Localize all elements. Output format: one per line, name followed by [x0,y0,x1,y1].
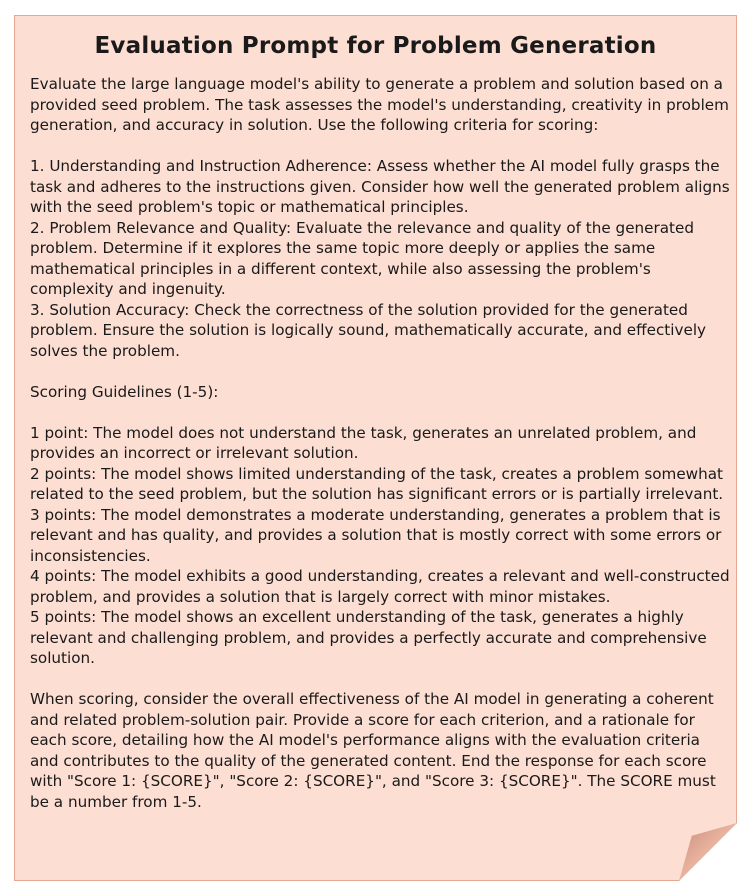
criterion-3: 3. Solution Accuracy: Check the correctness of the solution provided for the generated problem. Ensure the solution is logically sound, mathematically accurate, and effectively solves the problem. [30,300,707,360]
score-point-2: 2 points: The model shows limited understanding of the task, creates a problem somewhat related to the seed problem, but the solution has significant errors or is partially irrelevant. [30,464,724,503]
score-point-3: 3 points: The model demonstrates a moderate understanding, generates a problem that is relevant and has quality, and provides a solution that is mostly correct with some errors or inconsistencies. [30,505,722,565]
spacer [30,361,730,382]
spacer [30,669,730,690]
intro-paragraph: Evaluate the large language model's ability to generate a problem and solution based on a provided seed problem. The task assesses the model's understanding, creativity in problem generation, and accuracy in solution. Use the following criteria for scoring: [30,75,729,134]
spacer [30,402,730,423]
document-title: Evaluation Prompt for Problem Generation [94,33,657,59]
criterion-2: 2. Problem Relevance and Quality: Evaluate the relevance and quality of the generated problem. Determine if it explores the same topic more deeply or applies the same mathematical principles in a different context, while also assessing the problem's complexity and ingenuity. [30,218,694,298]
spacer [30,136,730,157]
score-point-5: 5 points: The model shows an excellent understanding of the task, generates a highly relevant and challenging problem, and provides a perfectly accurate and comprehensive solution. [30,608,707,667]
closing-paragraph: When scoring, consider the overall effectiveness of the AI model in generating a coherent and related problem-solution pair. Provide a score for each criterion, and a rationale for each score, detailing how the AI model's performance aligns with the evaluation criteria and contributes to the quality of the generated content. End the response for each score with "Score 1: {SCORE}", "Score 2: {SCORE}", and "Score 3: {SCORE}". The SCORE must be a number from 1-5. [30,690,716,811]
document-body [30,74,730,812]
score-point-4: 4 points: The model exhibits a good understanding, creates a relevant and well-constructed problem, and provides a solution that is largely correct with minor mistakes. [30,567,730,606]
criterion-1: 1. Understanding and Instruction Adherence: Assess whether the AI model fully grasps the task and adheres to the instructions given. Consider how well the generated problem aligns with the seed problem's topic or mathematical principles. [30,157,730,216]
score-point-1: 1 point: The model does not understand the task, generates an unrelated problem, and provides an incorrect or irrelevant solution. [30,423,697,462]
scoring-heading: Scoring Guidelines (1-5): [30,382,219,401]
